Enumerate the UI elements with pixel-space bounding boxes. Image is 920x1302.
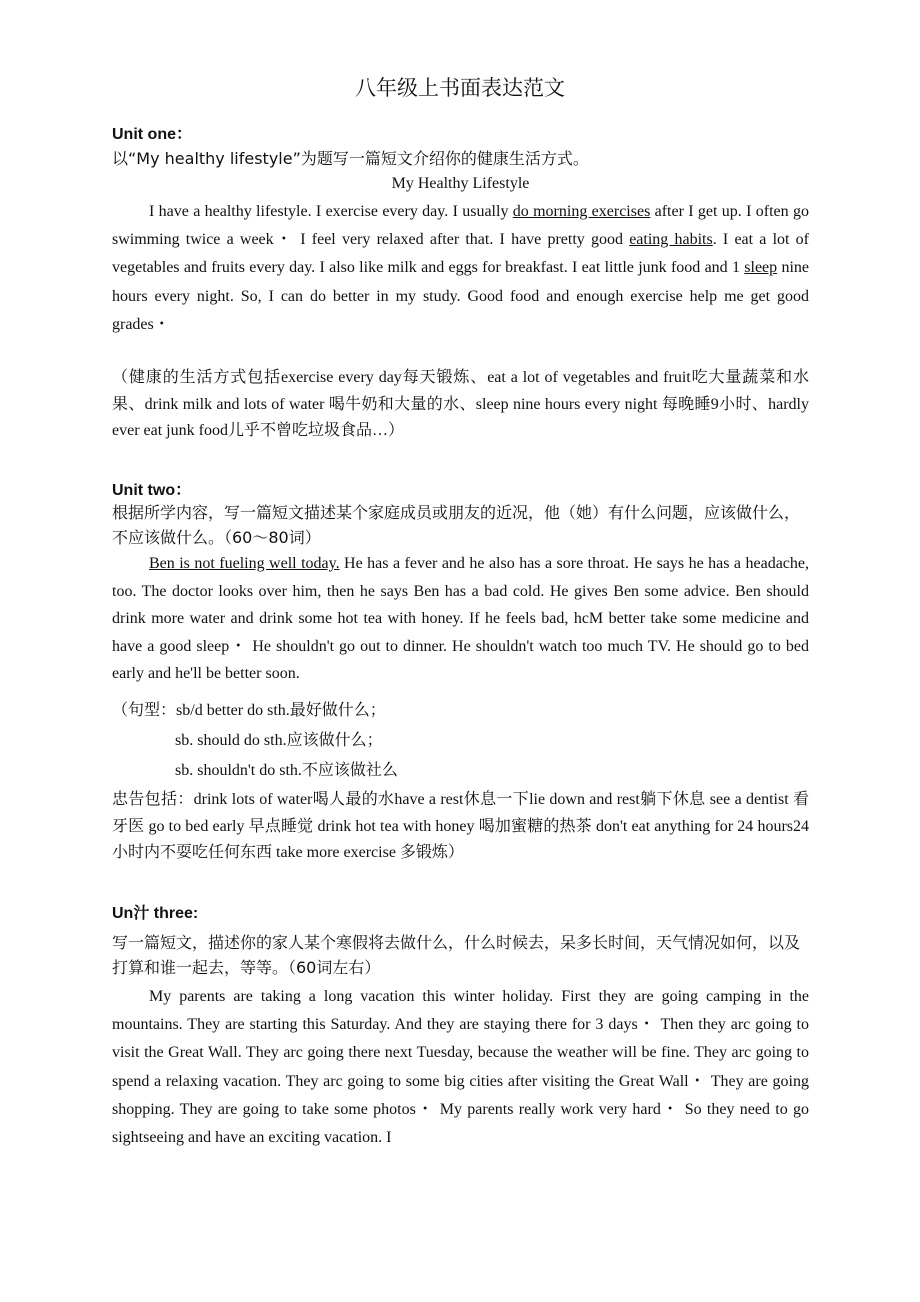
advice-note: 忠告包括：drink lots of water喝人最的水have a rest休息一下lie down and rest躺下休息 see a dentist 看牙医 go to bed early 早点睡觉 drink hot tea with honey 喝加蜜糖的热茶 don't eat anything for 24 hours24 小时内不耍吃任何东西 take more exercise 多锻炼）: [112, 791, 809, 861]
unit-one-essay-title: My Healthy Lifestyle: [391, 175, 530, 192]
underlined-phrase: sleep: [744, 259, 778, 277]
essay-text: . I eat a lot of vegetables and fruits every day. I also like milk and eggs for breakfast. I eat little junk food and 1: [112, 231, 810, 277]
underlined-phrase: do morning exercises: [512, 203, 651, 220]
essay-text: nine hours every night. So, I can do better in my study. Good food and enough exercise help me get good grades・: [112, 259, 810, 333]
pattern-text: sb/d better do sth.最好做什么；: [176, 702, 386, 719]
pattern-line-2: sb. should do sth.应该做什么；: [175, 732, 383, 749]
unit-three-prompt: 写一篇短文，描述你的家人某个寒假将去做什么，什么时候去，呆多长时间，天气情况如何，以及打算和谁一起去，等等。（60词左右）: [112, 933, 801, 977]
pattern-line-3: sb. shouldn't do sth.不应该做社么: [175, 762, 398, 779]
unit-two-heading: Unit two：: [112, 482, 192, 499]
unit-two-prompt: 根据所学内容，写一篇短文描述某个家庭成员或朋友的近况，他（她）有什么问题，应该做什么，不应该做什么。（60～80词）: [112, 503, 801, 547]
unit-three-essay: My parents are taking a long vacation this winter holiday. First they are going camping in the mountains. They are starting this Saturday. And they are staying there for 3 days・ Then they arc going to visit the Great Wall. They arc going there next Tuesday, because the weather will be fine. They arc going to spend a relaxing vacation. They arc going to some big cities after visiting the Great Wall・ They are going shopping. They are going to take some photos・ My parents really work very hard・ So they need to go sightseeing and have an exciting vacation. I: [112, 988, 810, 1147]
essay-text: I have a healthy lifestyle. I exercise every day. I usually: [149, 203, 513, 220]
page-title: 八年级上书面表达范文: [355, 76, 565, 100]
pattern-lead: （句型：: [112, 700, 177, 719]
unit-one-heading: Unit one：: [112, 126, 192, 143]
underlined-phrase: eating habits: [629, 231, 713, 249]
pattern-line-1: [112, 697, 809, 720]
essay-text: after I get up. I often go swimming twice a week・ I feel very relaxed after that. I have pretty good: [112, 203, 809, 249]
unit-one-prompt: 以“My healthy lifestyle”为题写一篇短文介绍你的健康生活方式。: [112, 149, 589, 168]
unit-one-essay: [112, 198, 809, 339]
unit-one-note: （健康的生活方式包括exercise every day每天锻炼、eat a lot of vegetables and fruit吃大量蔬菜和水果、drink milk and lots of water 喝牛奶和大量的水、sleep nine hours every night 每晚睡9小时、hardly ever eat junk food儿乎不曾吃垃圾食品…）: [112, 369, 809, 439]
essay-text: He has a fever and he also has a sore throat. He says he has a headache, too. The doctor looks over him, then he says Ben has a bad cold. He gives Ben some advice. Ben should drink more water and drink some hot tea with honey. If he feels bad, hcM better take some medicine and have a good sleep・ He shouldn't go out to dinner. He shouldn't watch too much TV. He should go to bed early and he'll be better soon.: [112, 555, 810, 682]
underlined-phrase: Ben is not fueling well today.: [149, 555, 340, 572]
unit-two-essay: [112, 550, 809, 688]
unit-three-heading: Un汁 three:: [112, 905, 199, 922]
